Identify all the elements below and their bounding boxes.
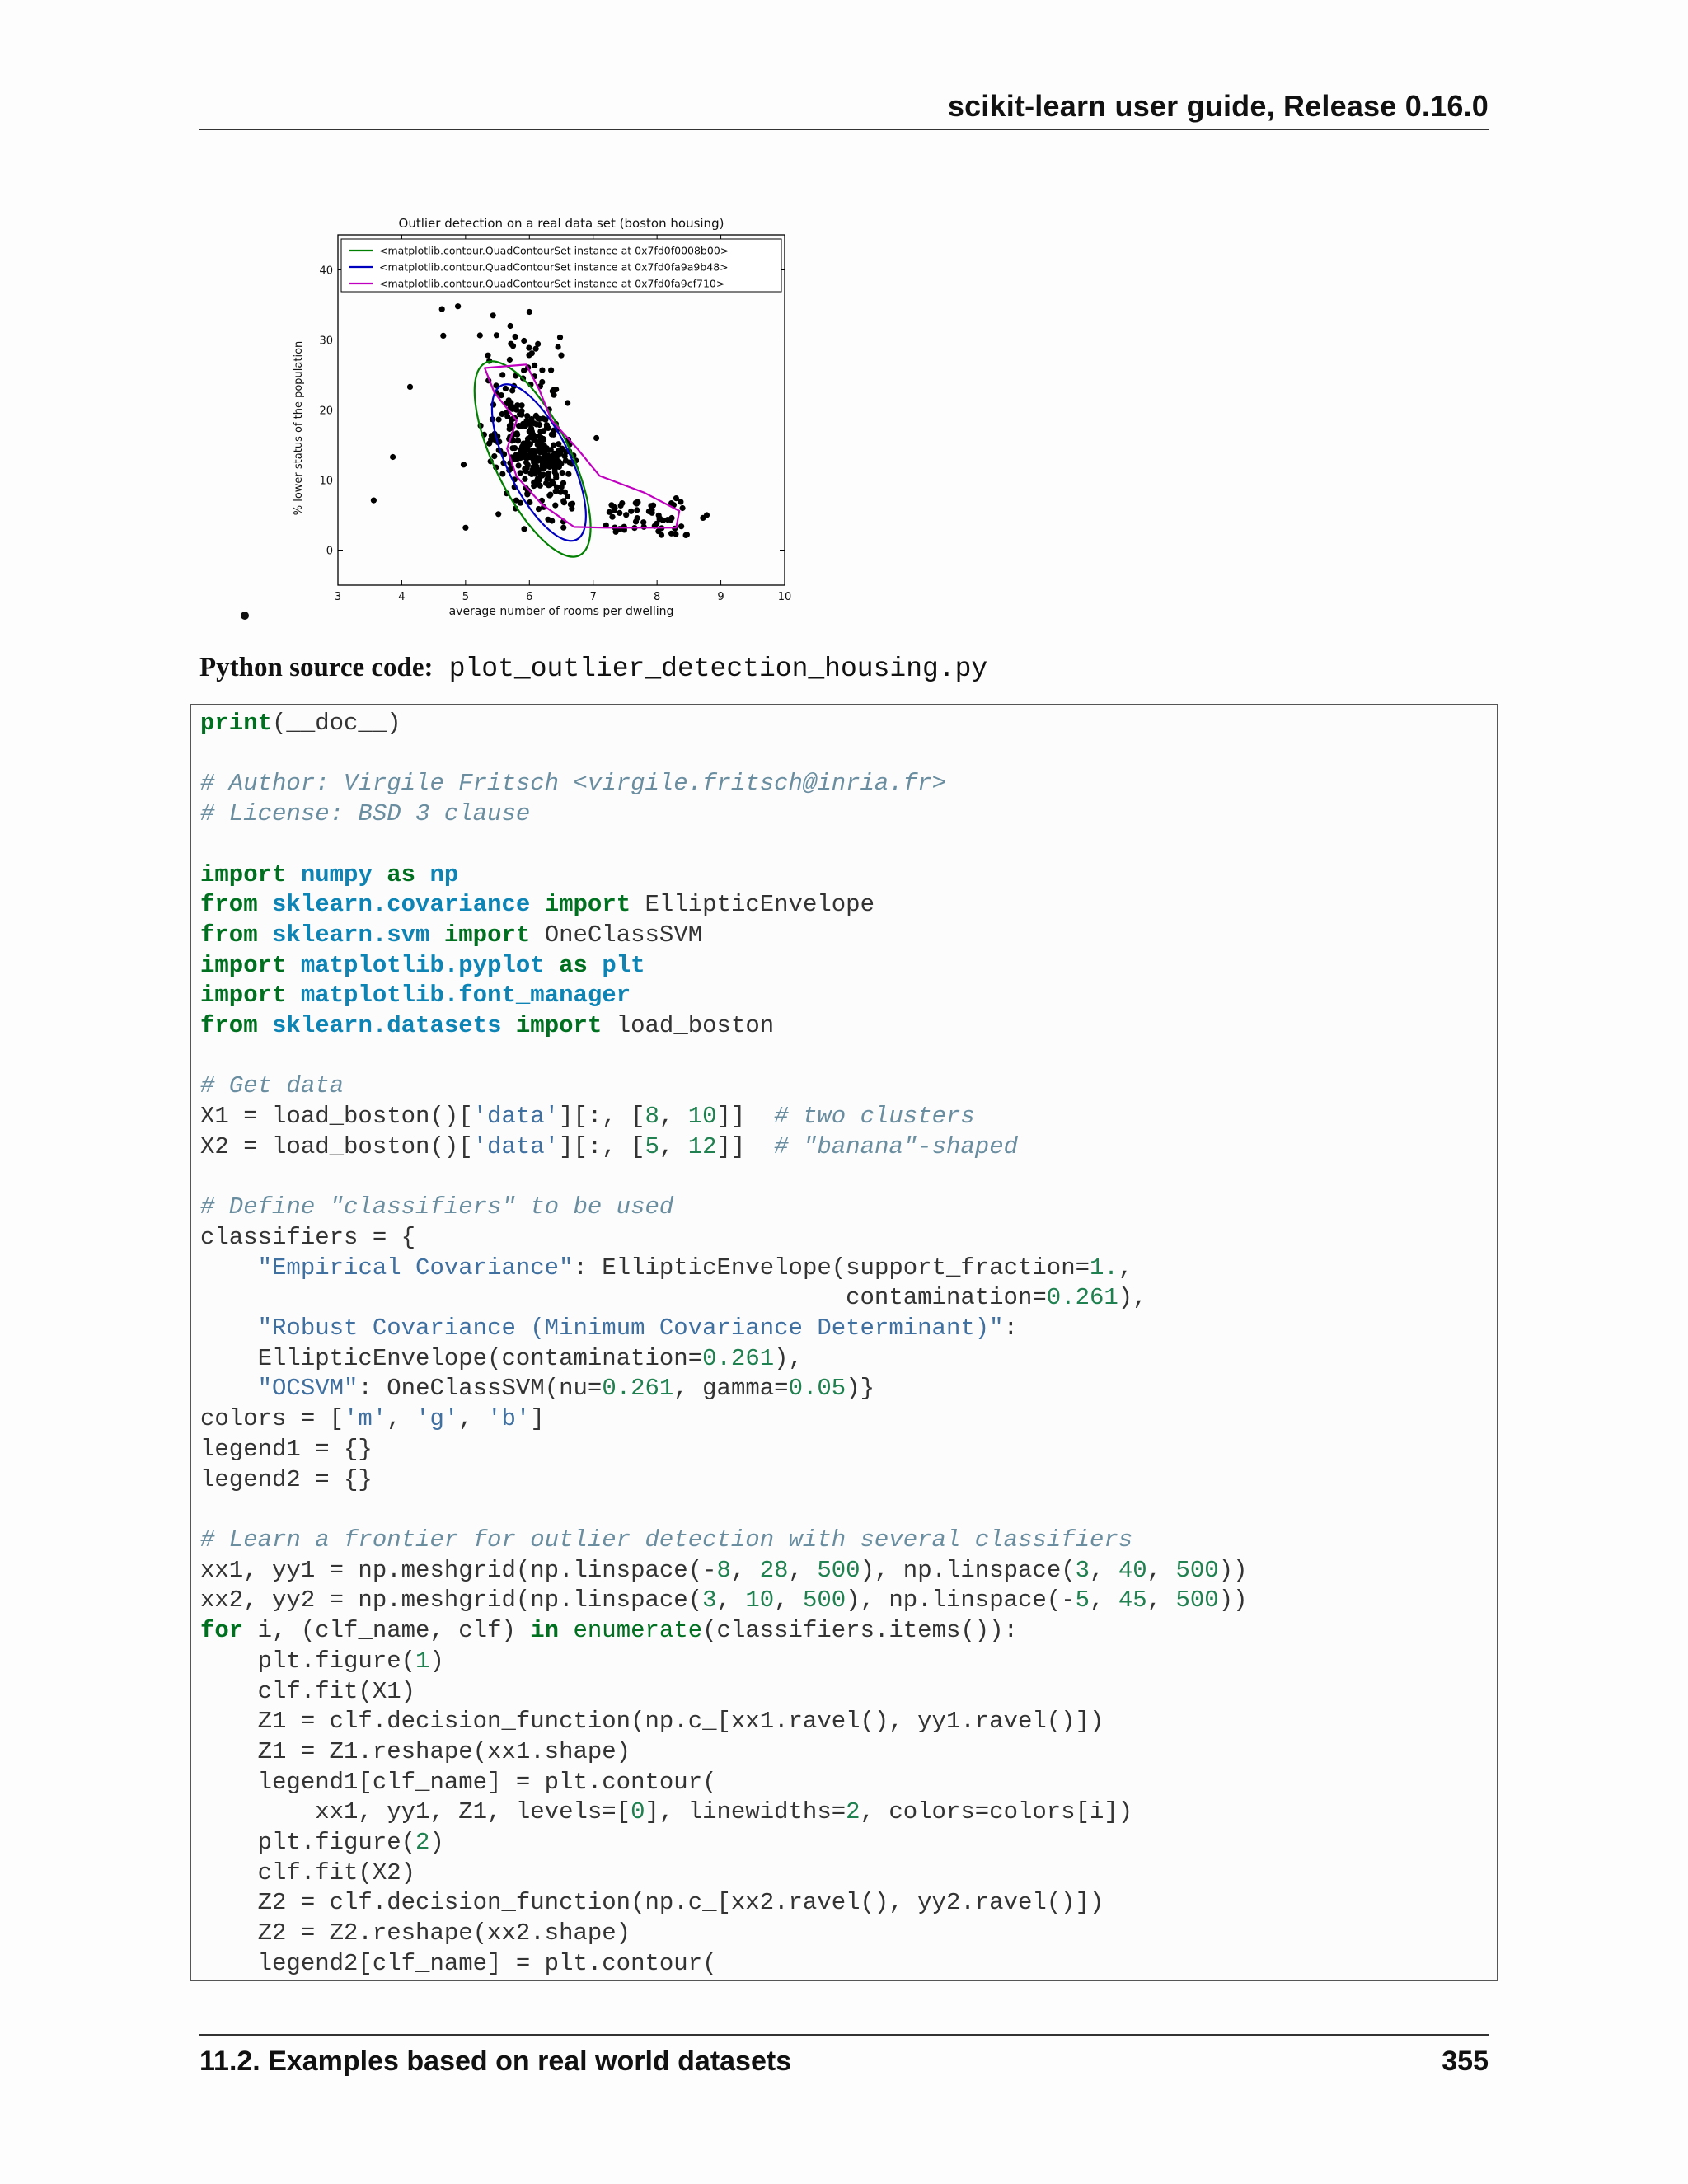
data-point: [539, 473, 545, 479]
data-point: [525, 436, 531, 442]
data-point: [559, 446, 565, 452]
data-point: [549, 518, 555, 523]
data-point: [477, 332, 483, 338]
data-point: [560, 480, 566, 486]
data-point: [491, 453, 497, 459]
data-point: [513, 334, 518, 340]
data-point: [628, 509, 634, 514]
data-point: [565, 400, 570, 405]
data-point: [551, 392, 556, 398]
data-point: [485, 353, 490, 359]
data-point: [499, 411, 505, 417]
data-point: [546, 471, 551, 476]
data-point: [668, 531, 674, 537]
legend-label: <matplotlib.contour.QuadContourSet instance at 0x7fd0fa9a9b48>: [379, 260, 729, 274]
data-point: [537, 429, 543, 434]
y-tick-label: 40: [319, 265, 333, 278]
data-point: [657, 515, 663, 521]
chart-title: Outlier detection on a real data set (boston housing): [398, 216, 724, 231]
data-point: [455, 303, 461, 309]
data-point: [634, 507, 640, 513]
data-point: [556, 344, 561, 349]
data-point: [504, 414, 510, 419]
legend-label: <matplotlib.contour.QuadContourSet instance at 0x7fd0fa9cf710>: [379, 277, 725, 290]
data-point: [680, 505, 686, 511]
data-point: [390, 454, 396, 460]
data-point: [507, 357, 513, 363]
data-point: [655, 528, 661, 534]
data-point: [570, 501, 575, 507]
x-tick-label: 5: [462, 591, 469, 603]
data-point: [617, 510, 622, 516]
x-tick-label: 10: [777, 591, 792, 603]
data-point: [507, 423, 513, 429]
data-point: [521, 338, 527, 344]
x-tick-label: 3: [334, 591, 342, 603]
y-axis-label: % lower status of the population: [293, 340, 305, 516]
data-point: [527, 309, 532, 315]
data-point: [533, 346, 539, 352]
data-point: [552, 503, 558, 509]
data-point: [532, 363, 537, 368]
data-point: [619, 500, 625, 506]
x-tick-label: 7: [589, 591, 597, 603]
legend-label: <matplotlib.contour.QuadContourSet instance at 0x7fd0f0008b00>: [379, 244, 729, 257]
data-point: [514, 432, 520, 438]
data-point: [461, 462, 467, 467]
data-point: [551, 443, 556, 448]
data-point: [678, 523, 684, 529]
data-point: [518, 412, 524, 418]
data-point: [510, 343, 516, 349]
data-point: [548, 368, 554, 373]
source-file-link[interactable]: plot_outlier_detection_housing.py: [448, 654, 988, 684]
data-point: [700, 515, 706, 521]
data-point: [536, 506, 542, 512]
data-point: [536, 478, 542, 484]
data-point: [519, 402, 525, 408]
data-point: [407, 384, 413, 390]
data-point: [518, 424, 524, 429]
page-footer: [199, 2034, 1489, 2085]
data-point: [508, 323, 513, 329]
data-point: [516, 462, 522, 468]
data-point: [635, 515, 640, 521]
data-point: [489, 433, 495, 438]
data-point: [551, 451, 557, 457]
data-point: [539, 368, 545, 373]
data-point: [440, 333, 446, 339]
data-point: [462, 525, 468, 531]
data-point: [494, 332, 499, 338]
data-point: [490, 312, 496, 318]
data-point: [524, 418, 530, 424]
data-point: [535, 415, 541, 421]
data-point: [496, 416, 502, 422]
outlier-detection-figure: [288, 214, 799, 626]
data-point: [522, 466, 528, 471]
data-point: [560, 525, 566, 531]
y-tick-label: 0: [326, 545, 333, 558]
x-tick-label: 8: [654, 591, 661, 603]
data-point: [518, 455, 524, 461]
scatter-chart: [288, 214, 799, 626]
data-point: [551, 461, 557, 466]
data-point: [544, 476, 550, 482]
data-point: [549, 432, 555, 438]
data-point: [558, 490, 564, 495]
data-point: [593, 435, 599, 441]
code-block: [190, 704, 1498, 1981]
data-point: [522, 476, 528, 482]
data-point: [565, 471, 571, 477]
y-tick-label: 20: [319, 405, 333, 418]
data-point: [673, 495, 679, 501]
x-tick-label: 9: [717, 591, 724, 603]
y-tick-label: 10: [319, 475, 333, 488]
page-number: 355: [1442, 2046, 1489, 2077]
data-point: [544, 422, 550, 428]
data-point: [650, 503, 656, 509]
data-point: [553, 387, 559, 392]
data-point: [634, 501, 640, 507]
data-point: [668, 517, 673, 523]
data-point: [499, 372, 505, 377]
data-point: [526, 352, 532, 358]
data-point: [543, 453, 549, 459]
data-point: [495, 511, 501, 517]
x-axis-label: average number of rooms per dwelling: [448, 605, 674, 618]
data-point: [529, 467, 535, 473]
x-tick-label: 6: [526, 591, 533, 603]
data-point: [518, 470, 523, 476]
header-title: scikit-learn user guide, Release 0.16.0: [947, 89, 1489, 123]
data-point: [499, 471, 505, 476]
data-point: [612, 504, 617, 510]
data-point: [512, 445, 518, 451]
source-label: Python source code:: [199, 653, 434, 682]
data-point: [532, 448, 537, 454]
data-point: [623, 512, 629, 518]
data-point: [558, 353, 564, 359]
data-point: [649, 510, 655, 516]
page-header: [199, 89, 1489, 130]
data-point: [557, 451, 563, 457]
data-point: [371, 498, 377, 504]
x-tick-label: 4: [398, 591, 406, 603]
data-point: [552, 466, 558, 471]
data-point: [533, 421, 539, 427]
data-point: [536, 467, 542, 473]
data-point: [503, 386, 509, 391]
data-point: [513, 407, 519, 413]
data-point: [554, 485, 560, 490]
data-point: [560, 498, 566, 504]
data-point: [535, 442, 541, 448]
data-point: [521, 526, 527, 532]
python-source-line: [199, 651, 987, 684]
data-point: [553, 472, 559, 478]
data-point: [557, 335, 563, 340]
data-point: [526, 345, 532, 351]
data-point: [560, 470, 565, 476]
data-point: [684, 532, 690, 537]
footer-section-title: 11.2. Examples based on real world datasets: [199, 2046, 792, 2077]
data-point: [525, 441, 531, 447]
data-point: [542, 443, 547, 448]
data-point: [537, 434, 542, 439]
y-tick-label: 30: [319, 335, 333, 348]
list-bullet: [241, 612, 249, 620]
data-point: [534, 457, 540, 463]
data-point: [539, 379, 545, 385]
data-point: [563, 457, 569, 463]
data-point: [542, 465, 547, 471]
data-point: [515, 438, 521, 443]
data-point: [439, 307, 445, 312]
data-point: [607, 509, 612, 515]
data-point: [528, 425, 534, 431]
data-point: [546, 493, 552, 499]
code-text: print(__doc__) # Author: Virgile Fritsch <virgile.fritsch@inria.fr> # License: BSD 3 clause import numpy as np from sklearn.covariance import EllipticEnvelope from sklearn.svm import OneClassSVM import matplotlib.pyplot as plt import matplotlib.font_manager from sklearn.datasets import load_boston # Get data X1 = load_boston()['data'][:, [8, 10]] # two clusters X2 = load_boston()['data'][:, [5, 12]] # "banana"-shaped # Define "classifiers" to be used classifiers = { "Empirical Covariance": EllipticEnvelope(support_fraction=1., contamination=0.261), "Robust Covariance (Minimum Covariance Determinant)": EllipticEnvelope(contamination=0.261), "OCSVM": OneClassSVM(nu=0.261, gamma=0.05)} colors = ['m', 'g', 'b'] legend1 = {} legend2 = {} # Learn a frontier for outlier detection with several classifiers xx1, yy1 = np.meshgrid(np.linspace(-8, 28, 500), np.linspace(3, 40, 500)) xx2, yy2 = np.meshgrid(np.linspace(3, 10, 500), np.linspace(-5, 45, 500)) for i, (clf_name, clf) in enumerate(classifiers.items()): plt.figure(1) clf.fit(X1) Z1 = clf.decision_function(np.c_[xx1.ravel(), yy1.ravel()]) Z1 = Z1.reshape(xx1.shape) legend1[clf_name] = plt.contour( xx1, yy1, Z1, levels=[0], linewidths=2, colors=colors[i]) plt.figure(2) clf.fit(X2) Z2 = clf.decision_function(np.c_[xx2.ravel(), yy2.ravel()]) Z2 = Z2.reshape(xx2.shape) legend2[clf_name] = plt.contour(: [200, 710, 1248, 1977]
